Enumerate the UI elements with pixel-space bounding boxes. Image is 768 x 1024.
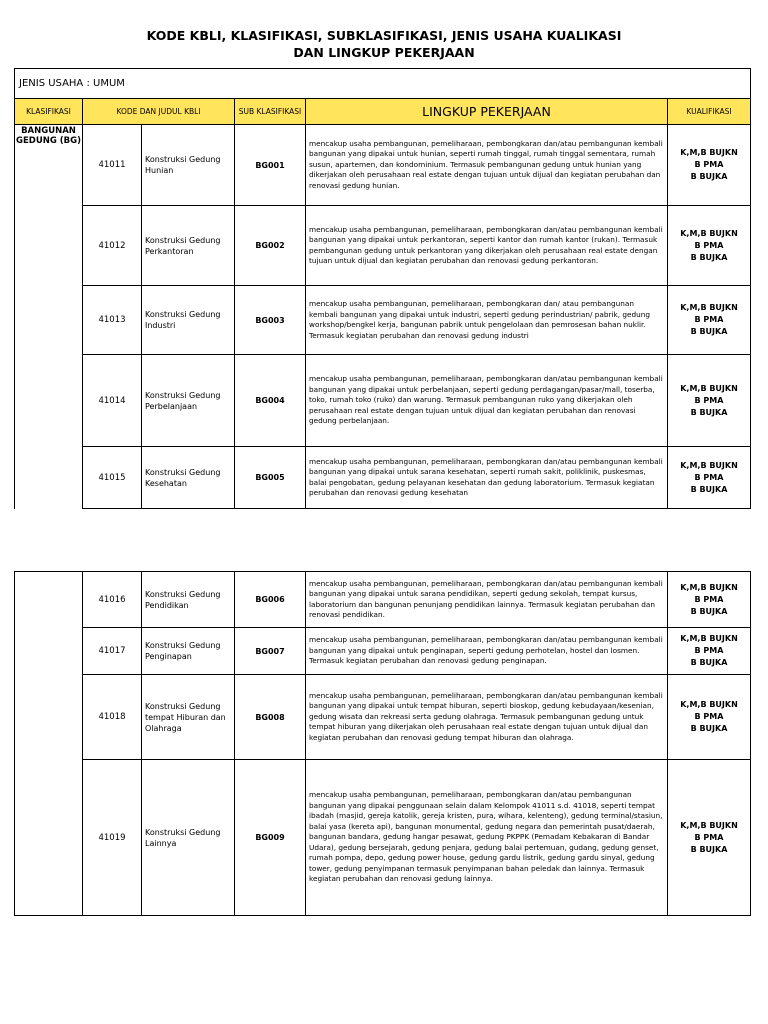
sub-klasifikasi-cell: BG004 bbox=[235, 355, 306, 447]
table-row bbox=[15, 125, 751, 206]
kualifikasi-cell: K,M,B BUJKN B PMA B BUJKA bbox=[668, 125, 751, 206]
kode-cell: 41016 bbox=[83, 572, 142, 628]
sub-klasifikasi-cell: BG001 bbox=[235, 125, 306, 206]
sub-klasifikasi-cell: BG003 bbox=[235, 286, 306, 355]
kualifikasi-cell: K,M,B BUJKN B PMA B BUJKA bbox=[668, 628, 751, 675]
kualifikasi-cell: K,M,B BUJKN B PMA B BUJKA bbox=[668, 206, 751, 286]
judul-cell: Konstruksi Gedung Kesehatan bbox=[142, 447, 235, 509]
kode-cell: 41014 bbox=[83, 355, 142, 447]
header-klasifikasi: KLASIFIKASI bbox=[15, 99, 83, 125]
table-row bbox=[15, 675, 751, 760]
judul-cell: Konstruksi Gedung Perbelanjaan bbox=[142, 355, 235, 447]
lingkup-cell: mencakup usaha pembangunan, pemeliharaan, pembongkaran dan/atau pembangunan kembali bangunan yang dipakai untuk tempat hiburan, seperti bioskop, gedung kebudayaan/kesenian, gedung wisata dan rekreasi serta gedung olahraga. Termasuk pembangunan gedung untuk tempat hiburan yang dikerjakan oleh perusahaan real estate dengan tujuan untuk dijual dan kegiatan perubahan dan renovasi gedung tempat hiburan dan olahraga. bbox=[306, 675, 668, 760]
table-row bbox=[15, 628, 751, 675]
kode-cell: 41018 bbox=[83, 675, 142, 760]
kbli-table-page-1 bbox=[14, 68, 751, 509]
lingkup-cell: mencakup usaha pembangunan, pemeliharaan, pembongkaran dan/atau pembangunan kembali bangunan yang dipakai untuk perbelanjaan, seperti gedung perdagangan/pasar/mall, toserba, toko, rumah toko (ruko) dan warung. Termasuk pembangunan ruko yang dikerjakan oleh perusahaan real estate dengan tujuan untuk dijual dan kegiatan perubahan dan renovasi gedung perbelanjaan. bbox=[306, 355, 668, 447]
jenis-usaha-label: JENIS USAHA : UMUM bbox=[15, 69, 751, 99]
judul-cell: Konstruksi Gedung Penginapan bbox=[142, 628, 235, 675]
document-subtitle: DAN LINGKUP PEKERJAAN bbox=[293, 45, 475, 60]
lingkup-cell: mencakup usaha pembangunan, pemeliharaan, pembongkaran dan/atau pembangunan kembali bangunan yang dipakai untuk perkantoran, seperti kantor dan rumah kantor (rukan). Termasuk pembangunan gedung untuk perkantoran yang dikerjakan oleh perusahaan real estate dengan tujuan untuk dijual dan kegiatan perubahan dan renovasi gedung perkantoran. bbox=[306, 206, 668, 286]
kode-cell: 41017 bbox=[83, 628, 142, 675]
kode-cell: 41011 bbox=[83, 125, 142, 206]
kualifikasi-cell: K,M,B BUJKN B PMA B BUJKA bbox=[668, 447, 751, 509]
kualifikasi-cell: K,M,B BUJKN B PMA B BUJKA bbox=[668, 286, 751, 355]
judul-cell: Konstruksi Gedung Hunian bbox=[142, 125, 235, 206]
kode-cell: 41013 bbox=[83, 286, 142, 355]
lingkup-cell: mencakup usaha pembangunan, pemeliharaan, pembongkaran dan/atau pembangunan bangunan yang dipakai penggunaan selain dalam Kelompok 41011 s.d. 41018, seperti tempat ibadah (masjid, gereja katolik, gereja kristen, pura, wihara, kelenteng), gedung terminal/stasiun, balai yasa (kereta api), bangunan monumental, gedung negara dan pemerintah pusat/daerah, bangunan bandara, gedung hangar pesawat, gedung PKPPK (Pemadam Kebakaran di Bandar Udara), gedung bersejarah, gedung penjara, gedung balai pertemuan, gudang, gedung genset, rumah pompa, depo, gedung power house, gedung gardu listrik, gedung gardu sinyal, gedung tower, gedung penyimpanan termasuk penyimpanan bahan peledak dan lainnya. Termasuk kegiatan perubahan dan renovasi gedung lainnya. bbox=[306, 760, 668, 916]
kode-cell: 41015 bbox=[83, 447, 142, 509]
sub-klasifikasi-cell: BG009 bbox=[235, 760, 306, 916]
kualifikasi-cell: K,M,B BUJKN B PMA B BUJKA bbox=[668, 760, 751, 916]
judul-cell: Konstruksi Gedung Lainnya bbox=[142, 760, 235, 916]
lingkup-cell: mencakup usaha pembangunan, pemeliharaan, pembongkaran dan/ atau pembangunan kembali bangunan yang dipakai untuk industri, seperti gedung perindustrian/ pabrik, gedung workshop/bengkel kerja, bangunan pabrik untuk pengelolaan dan pemrosesan bahan nuklir. Termasuk kegiatan perubahan dan renovasi gedung industri bbox=[306, 286, 668, 355]
table-row bbox=[15, 572, 751, 628]
kode-cell: 41012 bbox=[83, 206, 142, 286]
table-row bbox=[15, 355, 751, 447]
table-row bbox=[15, 206, 751, 286]
kualifikasi-cell: K,M,B BUJKN B PMA B BUJKA bbox=[668, 355, 751, 447]
sub-klasifikasi-cell: BG002 bbox=[235, 206, 306, 286]
lingkup-cell: mencakup usaha pembangunan, pemeliharaan, pembongkaran dan/atau pembangunan kembali bangunan yang dipakai untuk sarana pendidikan, seperti gedung sekolah, tempat kursus, laboratorium dan bangunan penunjang pendidikan lainnya. Termasuk kegiatan perubahan dan renovasi pendidikan. bbox=[306, 572, 668, 628]
judul-cell: Konstruksi Gedung Industri bbox=[142, 286, 235, 355]
table-header-row bbox=[15, 99, 751, 125]
judul-cell: Konstruksi Gedung Perkantoran bbox=[142, 206, 235, 286]
sub-klasifikasi-cell: BG007 bbox=[235, 628, 306, 675]
judul-cell: Konstruksi Gedung Pendidikan bbox=[142, 572, 235, 628]
lingkup-cell: mencakup usaha pembangunan, pemeliharaan, pembongkaran dan/atau pembangunan kembali bangunan yang dipakai untuk sarana kesehatan, seperti rumah sakit, poliklinik, puskesmas, balai pengobatan, gedung pelayanan kesehatan dan gedung laboratorium. Termasuk kegiatan perubahan dan renovasi gedung kesehatan bbox=[306, 447, 668, 509]
header-sub-klasifikasi: SUB KLASIFIKASI bbox=[235, 99, 306, 125]
lingkup-cell: mencakup usaha pembangunan, pemeliharaan, pembongkaran dan/atau pembangunan kembali bangunan yang dipakai untuk penginapan, seperti gedung perhotelan, hostel dan losmen. Termasuk kegiatan perubahan dan renovasi gedung penginapan. bbox=[306, 628, 668, 675]
header-kualifikasi: KUALIFIKASI bbox=[668, 99, 751, 125]
header-kode-judul: KODE DAN JUDUL KBLI bbox=[83, 99, 235, 125]
kode-cell: 41019 bbox=[83, 760, 142, 916]
sub-klasifikasi-cell: BG005 bbox=[235, 447, 306, 509]
klasifikasi-cell: BANGUNAN GEDUNG (BG) bbox=[15, 125, 83, 509]
table-row bbox=[15, 760, 751, 916]
table-row bbox=[15, 447, 751, 509]
lingkup-cell: mencakup usaha pembangunan, pemeliharaan, pembongkaran dan/atau pembangunan kembali bangunan yang dipakai untuk hunian, seperti rumah tinggal, rumah tinggal sementara, rumah susun, apartemen, dan kondominium. Termasuk pembangunan gedung untuk hunian yang dikerjakan oleh perusahaan real estate dengan tujuan untuk dijual dan kegiatan perubahan dan renovasi gedung hunian. bbox=[306, 125, 668, 206]
sub-klasifikasi-cell: BG008 bbox=[235, 675, 306, 760]
kbli-table-page-2 bbox=[14, 571, 751, 916]
klasifikasi-cell-empty bbox=[15, 572, 83, 916]
sub-klasifikasi-cell: BG006 bbox=[235, 572, 306, 628]
table-row bbox=[15, 286, 751, 355]
kualifikasi-cell: K,M,B BUJKN B PMA B BUJKA bbox=[668, 572, 751, 628]
kualifikasi-cell: K,M,B BUJKN B PMA B BUJKA bbox=[668, 675, 751, 760]
document-title: KODE KBLI, KLASIFIKASI, SUBKLASIFIKASI, JENIS USAHA KUALIKASI bbox=[146, 28, 622, 43]
judul-cell: Konstruksi Gedung tempat Hiburan dan Olahraga bbox=[142, 675, 235, 760]
header-lingkup-pekerjaan: LINGKUP PEKERJAAN bbox=[306, 99, 668, 125]
